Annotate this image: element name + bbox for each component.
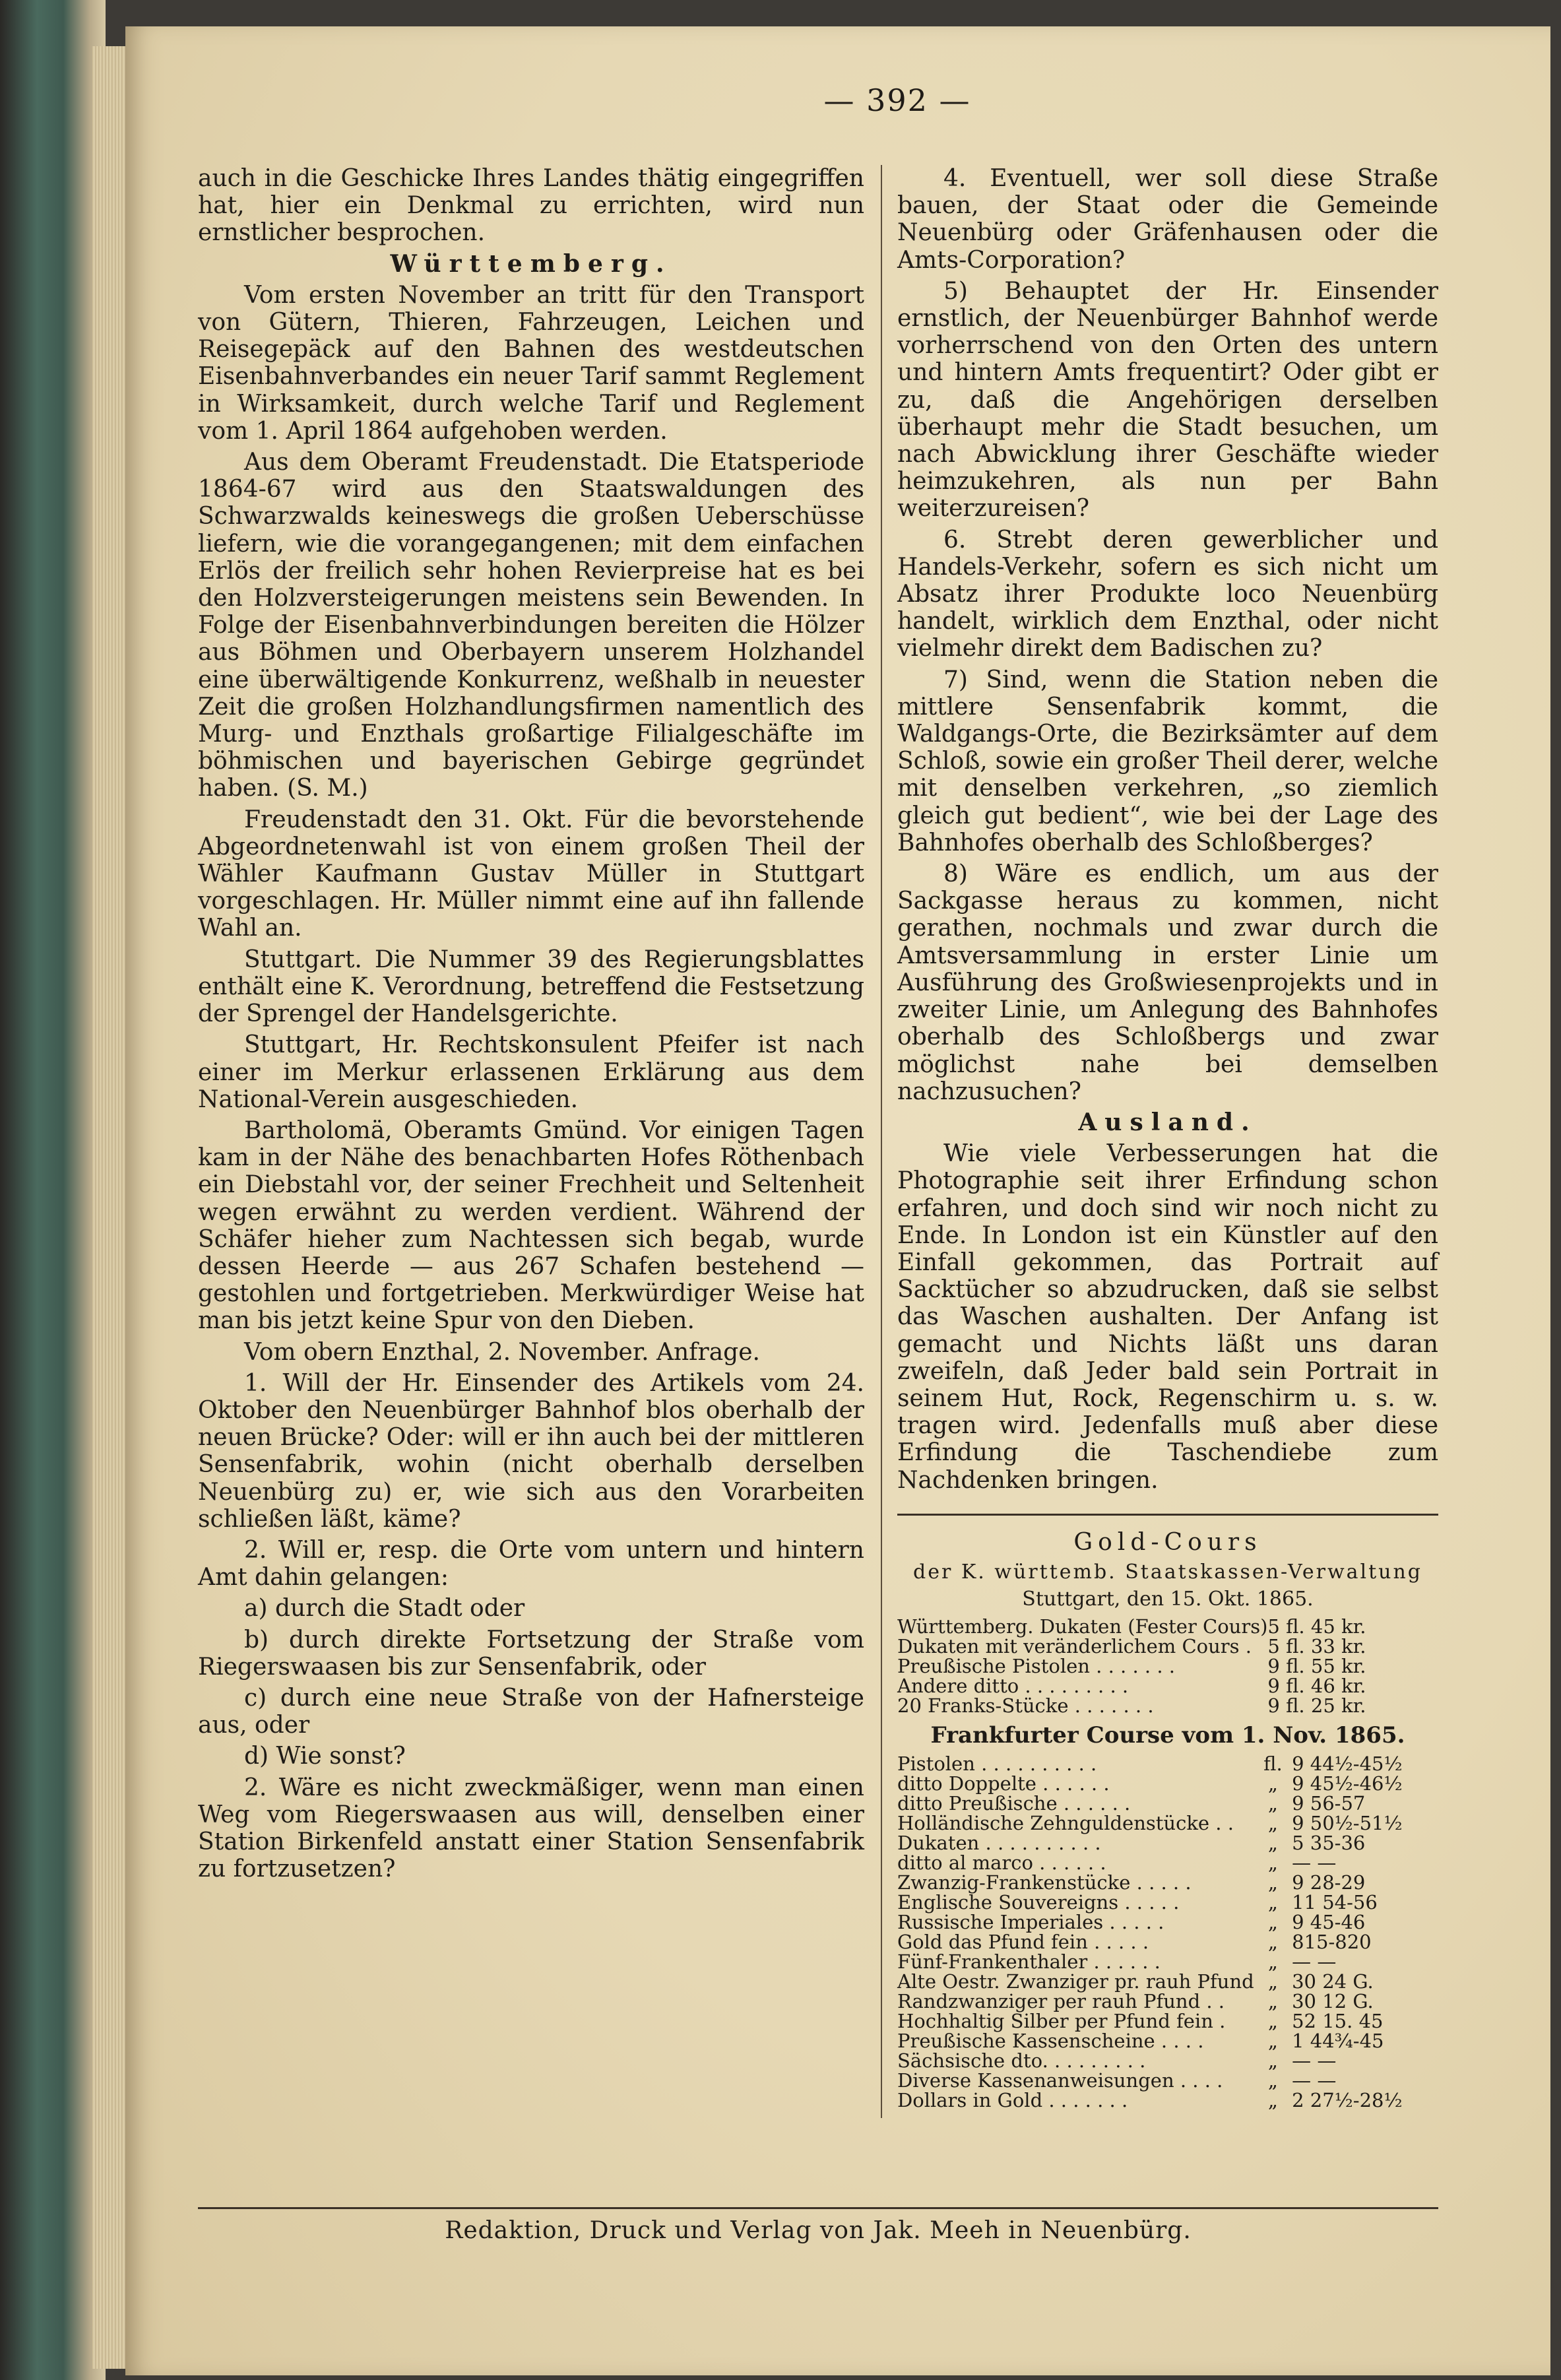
list-item: d) Wie sonst? xyxy=(244,1743,406,1770)
paragraph: Vom ersten November an tritt für den Transport von Gütern, Thieren, Fahrzeugen, Leichen und Reisegepäck auf den Bahnen des westdeutschen Eisenbahnverbandes ein neuer Tarif sammt Reglement in Wirksamkeit, durch welche Tarif und Reglement vom 1. April 1864 aufgehoben werden. xyxy=(198,281,864,445)
table-row xyxy=(897,1991,1438,2011)
rate-currency: „ xyxy=(1267,1811,1278,1834)
rate-value: 2 27½-28½ xyxy=(1292,2088,1403,2111)
rate-name: Dukaten . . . . . . . . . . xyxy=(897,1831,1101,1854)
rate-value: 9 44½-45½ xyxy=(1292,1752,1403,1775)
rate-currency: „ xyxy=(1267,1772,1278,1795)
rate-currency: fl. xyxy=(1263,1752,1283,1775)
paragraph: 6. Strebt deren gewerblicher und Handels-Verkehr, sofern es sich nicht um Absatz ihrer Produkte loco Neuenbürg handelt, wirklich dem Enzthal, oder nicht vielmehr direkt dem Badischen zu? xyxy=(897,526,1438,662)
paragraph: 2. Wäre es nicht zweckmäßiger, wenn man einen Weg vom Riegerswaasen aus will, denselben einer Station Birkenfeld anstatt einer Station Sensenfabrik zu fortzusetzen? xyxy=(198,1774,864,1883)
table-row xyxy=(897,1636,1438,1656)
table-row xyxy=(897,2090,1438,2110)
rate-value: 1 44¾-45 xyxy=(1292,2029,1384,2052)
rate-name: Hochhaltig Silber per Pfund fein . xyxy=(897,2009,1226,2032)
rate-value: 9 fl. 55 kr. xyxy=(1267,1655,1366,1678)
frankfurt-course-title: Frankfurter Course vom 1. Nov. 1865. xyxy=(930,1722,1405,1749)
column-divider xyxy=(881,165,882,2118)
rate-value: 9 56-57 xyxy=(1292,1791,1366,1815)
table-row xyxy=(897,1892,1438,1912)
rate-currency: „ xyxy=(1267,1890,1278,1914)
rate-value: — — xyxy=(1292,2049,1337,2072)
table-row xyxy=(897,1912,1438,1932)
rate-currency: „ xyxy=(1267,1851,1278,1874)
table-row xyxy=(897,1754,1438,1774)
rate-currency: „ xyxy=(1267,1871,1278,1894)
rate-value: 9 45½-46½ xyxy=(1292,1772,1403,1795)
rate-name: Preußische Pistolen . . . . . . . xyxy=(897,1655,1175,1678)
page-number: — 392 — xyxy=(823,82,971,118)
paragraph: 7) Sind, wenn die Station neben die mittlere Sensenfabrik kommt, die Waldgangs-Orte, die Bezirksämter auf dem Schloß, sowie ein großer Theil derer, welche mit denselben verkehren, „so ziemlich gleich gut bedient“, wie bei der Lage des Bahnhofes oberhalb des Schloßberges? xyxy=(897,666,1438,856)
rate-currency: „ xyxy=(1267,1989,1278,2012)
list-item: a) durch die Stadt oder xyxy=(244,1595,525,1623)
rate-currency: „ xyxy=(1267,2029,1278,2052)
rate-value: 52 15. 45 xyxy=(1292,2009,1384,2032)
rate-value: 5 35-36 xyxy=(1292,1831,1366,1854)
imprint-footer: Redaktion, Druck und Verlag von Jak. Meeh in Neuenbürg. xyxy=(445,2217,1192,2244)
rate-currency: „ xyxy=(1267,1950,1278,1973)
table-row xyxy=(897,1813,1438,1833)
gold-cours-table xyxy=(897,1617,1438,1716)
rate-name: Dollars in Gold . . . . . . . xyxy=(897,2088,1128,2111)
rate-currency: „ xyxy=(1267,1970,1278,1993)
right-column xyxy=(897,165,1438,2110)
rate-value: 11 54-56 xyxy=(1292,1890,1378,1914)
rate-currency: „ xyxy=(1267,1791,1278,1815)
rate-name: Diverse Kassenanweisungen . . . . xyxy=(897,2069,1223,2092)
rate-name: Zwanzig-Frankenstücke . . . . . xyxy=(897,1871,1192,1894)
rate-value: 815-820 xyxy=(1292,1930,1372,1953)
section-heading-ausland: Ausland. xyxy=(1078,1108,1258,1136)
table-row xyxy=(897,1932,1438,1952)
table-row xyxy=(897,2071,1438,2090)
paragraph: 4. Eventuell, wer soll diese Straße bauen, der Staat oder die Gemeinde Neuenbürg oder Gräfenhausen oder die Amts-Corporation? xyxy=(897,165,1438,274)
paragraph: Freudenstadt den 31. Okt. Für die bevorstehende Abgeordnetenwahl ist von einem großen Theil der Wähler Kaufmann Gustav Müller in Stuttgart vorgeschlagen. Hr. Müller nimmt eine auf ihn fallende Wahl an. xyxy=(198,806,864,942)
rate-currency: „ xyxy=(1267,1831,1278,1854)
rate-value: 30 24 G. xyxy=(1292,1970,1374,1993)
rate-currency: „ xyxy=(1267,2049,1278,2072)
table-row xyxy=(897,2031,1438,2051)
table-row xyxy=(897,2011,1438,2031)
gold-cours-subtitle: der K. württemb. Staatskassen-Verwaltung xyxy=(912,1560,1423,1584)
table-row xyxy=(897,1952,1438,1972)
rate-name: 20 Franks-Stücke . . . . . . . xyxy=(897,1694,1154,1718)
paragraph: Stuttgart. Die Nummer 39 des Regierungsblattes enthält eine K. Verordnung, betreffend die Festsetzung der Sprengel der Handelsgerichte. xyxy=(198,946,864,1028)
section-heading-wuerttemberg: Württemberg. xyxy=(390,249,672,278)
rate-name: Preußische Kassenscheine . . . . xyxy=(897,2029,1204,2052)
paragraph: Aus dem Oberamt Freudenstadt. Die Etatsperiode 1864-67 wird aus den Staatswaldungen des Schwarzwalds keineswegs die großen Ueberschüsse liefern, wie die vorangegangenen; mit dem einfachen Erlös der freilich sehr hohen Revierpreise hat es bei den Holzversteigerungen meistens sein Bewenden. In Folge der Eisenbahnverbindungen bereiten die Hölzer aus Böhmen und Oberbayern unserem Holzhandel eine überwältigende Konkurrenz, weßhalb in neuester Zeit die großen Holzhandlungsfirmen namentlich des Murg- und Enzthals großartige Filialgeschäfte im böhmischen und bayerischen Gebirge gegründet haben. (S. M.) xyxy=(198,449,864,802)
rate-value: 9 45-46 xyxy=(1292,1910,1366,1933)
paragraph: Bartholomä, Oberamts Gmünd. Vor einigen Tagen kam in der Nähe des benachbarten Hofes Röthenbach ein Diebstahl vor, der seiner Frechheit und Seltenheit wegen erwähnt zu werden verdient. Während der Schäfer hieher zum Nachtessen sich begab, wurde dessen Heerde — aus 267 Schafen bestehend — gestohlen und fortgetrieben. Merkwürdiger Weise hat man bis jetzt keine Spur von den Dieben. xyxy=(198,1116,864,1335)
table-row xyxy=(897,2051,1438,2071)
rate-value: — — xyxy=(1292,1851,1337,1874)
table-row xyxy=(897,1793,1438,1813)
paragraph: Wie viele Verbesserungen hat die Photographie seit ihrer Erfindung schon erfahren, und doch sind wir noch nicht zu Ende. In London ist ein Künstler auf den Einfall gekommen, das Portrait auf Sacktücher so abzudrucken, daß sie selbst das Waschen aushalten. Der Anfang ist gemacht und Nichts läßt uns daran zweifeln, daß Jeder bald sein Portrait in seinem Hut, Rock, Regenschirm u. s. w. tragen wird. Jedenfalls muß aber diese Erfindung die Taschendiebe zum Nachdenken bringen. xyxy=(897,1140,1438,1494)
table-row xyxy=(897,1676,1438,1696)
frankfurt-course-table xyxy=(897,1754,1438,2110)
rate-name: Alte Oestr. Zwanziger pr. rauh Pfund xyxy=(897,1970,1254,1993)
paragraph: 1. Will der Hr. Einsender des Artikels vom 24. Oktober den Neuenbürger Bahnhof blos oberhalb der neuen Brücke? Oder: will er ihn auch bei der mittleren Sensenfabrik, wohin (nicht oberhalb derselben Neuenbürg zu) er, wie sich aus den Vorarbeiten schließen läßt, käme? xyxy=(198,1369,864,1533)
rate-currency: „ xyxy=(1267,2069,1278,2092)
table-row xyxy=(897,1972,1438,1991)
rate-name: Sächsische dto. . . . . . . . . xyxy=(897,2049,1146,2072)
section-divider xyxy=(897,1514,1438,1516)
rate-name: Englische Souvereigns . . . . . xyxy=(897,1890,1180,1914)
rate-currency: „ xyxy=(1267,1930,1278,1953)
table-row xyxy=(897,1853,1438,1873)
rate-value: 5 fl. 33 kr. xyxy=(1267,1635,1366,1658)
rate-value: — — xyxy=(1292,1950,1337,1973)
gold-cours-title: Gold-Cours xyxy=(1073,1528,1262,1556)
list-item: c) durch eine neue Straße von der Hafnersteige aus, oder xyxy=(198,1684,864,1739)
rate-name: Gold das Pfund fein . . . . . xyxy=(897,1930,1149,1953)
rate-name: ditto al marco . . . . . . xyxy=(897,1851,1106,1874)
rate-name: Dukaten mit veränderlichem Cours . xyxy=(897,1635,1252,1658)
rate-name: ditto Doppelte . . . . . . xyxy=(897,1772,1110,1795)
paragraph: 2. Will er, resp. die Orte vom untern und hintern Amt dahin gelangen: xyxy=(198,1536,864,1592)
gold-cours-date: Stuttgart, den 15. Okt. 1865. xyxy=(1022,1588,1314,1611)
footer-rule xyxy=(198,2207,1438,2209)
rate-name: Russische Imperiales . . . . . xyxy=(897,1910,1164,1933)
rate-value: — — xyxy=(1292,2069,1337,2092)
list-item: b) durch direkte Fortsetzung der Straße vom Riegerswaasen bis zur Sensenfabrik, oder xyxy=(198,1626,864,1681)
rate-value: 9 50½-51½ xyxy=(1292,1811,1403,1834)
rate-name: Pistolen . . . . . . . . . . xyxy=(897,1752,1097,1775)
table-row xyxy=(897,1833,1438,1853)
rate-currency: „ xyxy=(1267,2088,1278,2111)
rate-currency: „ xyxy=(1267,2009,1278,2032)
rate-value: 5 fl. 45 kr. xyxy=(1267,1615,1366,1638)
book-binding-edge xyxy=(0,0,106,2380)
table-row xyxy=(897,1656,1438,1676)
rate-value: 9 fl. 46 kr. xyxy=(1267,1675,1366,1698)
rate-name: Holländische Zehnguldenstücke . . xyxy=(897,1811,1234,1834)
paragraph: Vom obern Enzthal, 2. November. Anfrage. xyxy=(244,1338,760,1366)
left-column xyxy=(198,165,864,1886)
paragraph: auch in die Geschicke Ihres Landes thätig eingegriffen hat, hier ein Denkmal zu errichten, wird nun ernstlicher besprochen. xyxy=(198,165,864,247)
rate-name: Andere ditto . . . . . . . . . xyxy=(897,1675,1129,1698)
rate-name: Randzwanziger per rauh Pfund . . xyxy=(897,1989,1225,2012)
rate-value: 9 28-29 xyxy=(1292,1871,1366,1894)
table-row xyxy=(897,1696,1438,1716)
rate-currency: „ xyxy=(1267,1910,1278,1933)
table-row xyxy=(897,1774,1438,1793)
rate-name: Fünf-Frankenthaler . . . . . . xyxy=(897,1950,1161,1973)
rate-name: ditto Preußische . . . . . . xyxy=(897,1791,1131,1815)
rate-value: 9 fl. 25 kr. xyxy=(1267,1694,1366,1718)
table-row xyxy=(897,1873,1438,1892)
rate-value: 30 12 G. xyxy=(1292,1989,1374,2012)
paragraph: Stuttgart, Hr. Rechtskonsulent Pfeifer ist nach einer im Merkur erlassenen Erklärung aus dem National-Verein ausgeschieden. xyxy=(198,1031,864,1113)
paragraph: 5) Behauptet der Hr. Einsender ernstlich, der Neuenbürger Bahnhof werde vorherrschend von den Orten des untern und hintern Amts frequentirt? Oder gibt er zu, daß die Angehörigen derselben überhaupt mehr die Stadt besuchen, um nach Abwicklung ihrer Geschäfte wieder heimzukehren, als nun per Bahn weiterzureisen? xyxy=(897,277,1438,523)
rate-name: Württemberg. Dukaten (Fester Cours) xyxy=(897,1615,1268,1638)
paragraph: 8) Wäre es endlich, um aus der Sackgasse heraus zu kommen, nicht gerathen, nochmals und zwar durch die Amtsversammlung in erster Linie um Ausführung des Großwiesenprojekts und in zweiter Linie, um Anlegung des Bahnhofes oberhalb des Schloßbergs und zwar möglichst nahe bei demselben nachzusuchen? xyxy=(897,860,1438,1105)
table-row xyxy=(897,1617,1438,1636)
